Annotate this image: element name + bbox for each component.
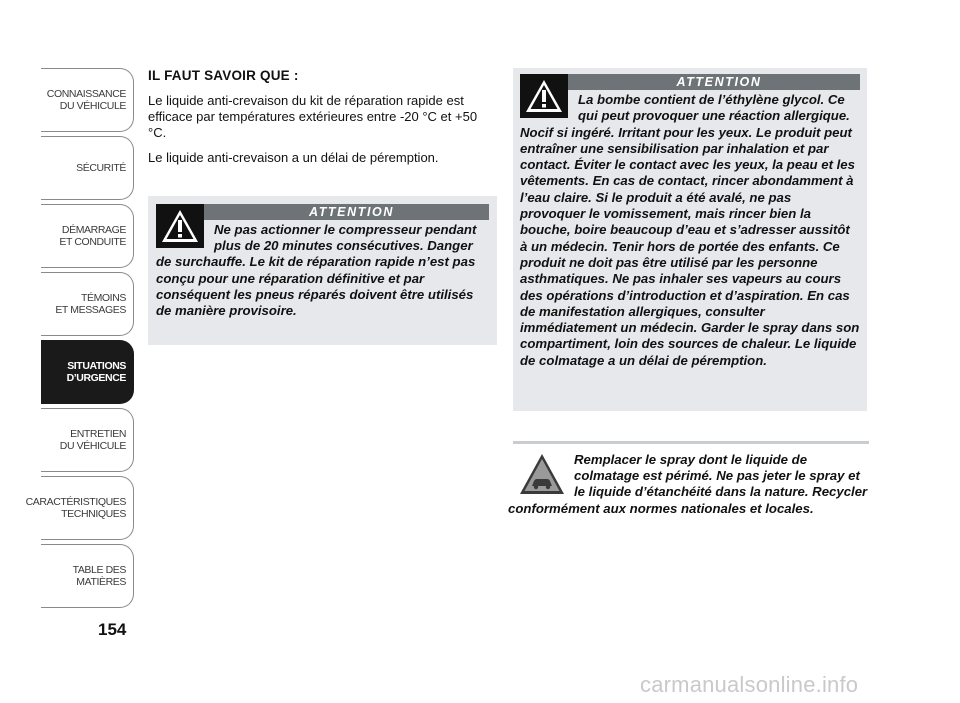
tab-label-line2: MATIÈRES xyxy=(76,576,126,588)
warning-triangle-icon xyxy=(156,204,204,248)
attention-banner: ATTENTION xyxy=(156,204,489,220)
compressor-warning-text: Ne pas actionner le compresseur pendant plus de 20 minutes consécutives. Danger de surchauffe. Le kit de réparation rapide n’est pas conçu pour une réparation définitive et par conséquent les pneus réparés doivent être utilisés de manière provisoire. xyxy=(156,222,477,319)
tab-label-line2: D’URGENCE xyxy=(66,372,126,384)
spray-warning-text: La bombe contient de l’éthylène glycol. Ce qui peut provoquer une réaction allergique. Nocif si ingéré. Irritant pour les yeux. Le produit peut entraîner une sensibilisation par inhalation et par contact. Éviter le contact avec les yeux, la peau et les vêtements. En cas de contact, rincer abondamment à l’eau claire. Si le produit a été avalé, ne pas provoquer le vomissement, mais rincer bien la bouche, boire beaucoup d’eau et s’adresser aussitôt à un médecin. Tenir hors de portée des enfants. Ce produit ne doit pas être utilisé par les personne asthmatiques. Ne pas inhaler ses vapeurs au cours des opérations d’introduction et d’aspiration. En cas de manifestation allergiques, consulter immédiatement un médecin. Garder le spray dans son compartiment, loin des sources de chaleur. Le liquide de colmatage a un délai de péremption. xyxy=(520,92,860,368)
tab-temoins-et-messages[interactable] xyxy=(41,272,134,336)
watermark: carmanualsonline.info xyxy=(640,672,859,697)
environment-notice xyxy=(508,452,868,517)
spray-warning-box xyxy=(513,68,867,411)
tab-caracteristiques-techniques[interactable] xyxy=(25,476,134,540)
divider xyxy=(513,441,869,444)
tab-label-line1: SITUATIONS xyxy=(67,360,126,372)
tab-label-line2: ET MESSAGES xyxy=(55,304,126,316)
tab-label-line1: SÉCURITÉ xyxy=(76,162,126,174)
section-heading: IL FAUT SAVOIR QUE : xyxy=(148,68,299,83)
tab-entretien-du-vehicule[interactable] xyxy=(41,408,134,472)
compressor-warning-box xyxy=(148,196,497,345)
attention-banner: ATTENTION xyxy=(520,74,860,90)
tab-table-des-matieres[interactable] xyxy=(41,544,134,608)
tab-securite[interactable] xyxy=(41,136,134,200)
tab-label-line1: TÉMOINS xyxy=(80,292,126,304)
tab-label-line2: TECHNIQUES xyxy=(61,508,126,520)
temperature-paragraph: Le liquide anti-crevaison du kit de réparation rapide est efficace par températures extérieures entre -20 °C et +50 °C. xyxy=(148,93,478,140)
knowledge-section xyxy=(148,68,498,175)
tab-label-line1: CARACTÉRISTIQUES xyxy=(25,496,126,508)
tab-label-line1: ENTRETIEN xyxy=(70,428,126,440)
tab-label-line2: DU VÉHICULE xyxy=(59,440,126,452)
tab-connaissance-du-vehicule[interactable] xyxy=(41,68,134,132)
expiry-paragraph: Le liquide anti-crevaison a un délai de péremption. xyxy=(148,150,439,165)
tab-label-line2: ET CONDUITE xyxy=(59,236,126,248)
warning-triangle-icon xyxy=(520,74,568,118)
tab-label-line1: DÉMARRAGE xyxy=(61,224,126,236)
environment-car-icon xyxy=(518,452,566,496)
page-number: 154 xyxy=(98,620,127,639)
tab-label-line2: DU VÉHICULE xyxy=(59,100,126,112)
tab-label-line1: CONNAISSANCE xyxy=(46,88,126,100)
environment-notice-text: Remplacer le spray dont le liquide de colmatage est périmé. Ne pas jeter le spray et le liquide d’étanchéité dans la nature. Recycler conformément aux normes nationales et locales. xyxy=(508,452,868,516)
tab-situations-d-urgence[interactable] xyxy=(41,340,134,404)
tab-label-line1: TABLE DES xyxy=(72,564,126,576)
tab-demarrage-et-conduite[interactable] xyxy=(41,204,134,268)
